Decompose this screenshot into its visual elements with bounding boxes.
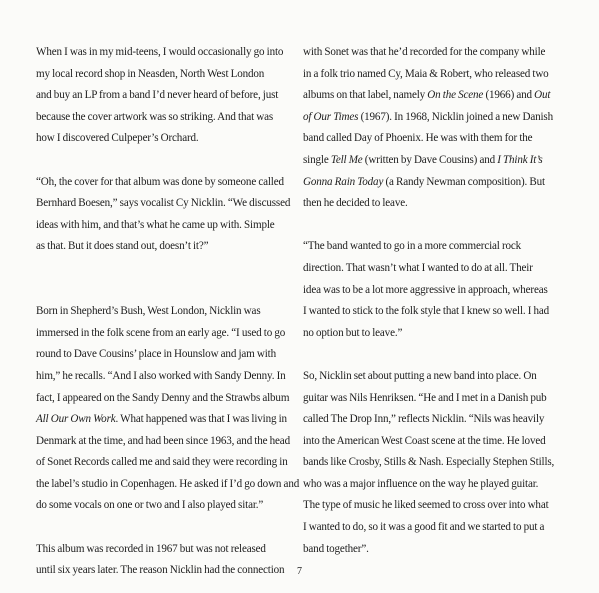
text-fragment: . What happened was that I was living in [115, 413, 287, 426]
text-line [303, 85, 553, 107]
album-title: All Our Own Work [36, 413, 116, 426]
paragraph-cover-quote [36, 172, 291, 258]
text-line: do some vocals on one or two and I also played sitar.” [36, 499, 264, 512]
paragraph-band-direction [303, 236, 553, 344]
text-line: the label’s studio in Copenhagen. He asked if I’d go down and [36, 477, 300, 490]
text-fragment: single [303, 153, 331, 166]
text-line: Born in Shepherd’s Bush, West London, Nicklin was [36, 305, 261, 318]
text-line: I wanted to do, so it was a good fit and we started to put a [303, 521, 545, 534]
text-line: “The band wanted to go in a more commercial rock [303, 240, 522, 253]
album-title: Out [534, 89, 551, 102]
page-number: 7 [297, 566, 302, 577]
left-column [36, 42, 300, 582]
text-line [303, 172, 553, 194]
text-line: ideas with him, and that’s what he came up with. Simple [36, 218, 275, 231]
text-line: Bernhard Boesen,” says vocalist Cy Nicklin. “We discussed [36, 197, 291, 210]
text-line: When I was in my mid-teens, I would occasionally go into [36, 46, 284, 58]
text-line: in a folk trio named Cy, Maia & Robert, who released two [303, 67, 549, 80]
text-line: of Sonet Records called me and said they were recording in [36, 456, 288, 469]
text-fragment: (a Randy Newman composition). But [383, 175, 545, 188]
song-title: Tell Me [330, 153, 363, 166]
text-line: into the American West Coast scene at the time. He loved [303, 434, 546, 447]
text-line: fact, I appeared on the Sandy Denny and the Strawbs album [36, 391, 290, 404]
text-line: guitar was Nils Henriksen. “He and I met in a Danish pub [303, 391, 547, 404]
text-line: band called Day of Phoenix. He was with them for the [303, 132, 533, 145]
text-line: my local record shop in Neasden, North West London [36, 67, 265, 80]
text-line: called The Drop Inn,” reflects Nicklin. “Nils was heavily [303, 413, 545, 426]
text-line: how I discovered Culpeper’s Orchard. [36, 132, 199, 145]
text-line: So, Nicklin set about putting a new band into place. On [303, 369, 537, 382]
text-line: The type of music he liked seemed to cross over into what [303, 499, 549, 512]
song-title: I Think It’s [497, 153, 543, 166]
text-line: I wanted to stick to the folk style that I knew so well. I had [303, 305, 550, 318]
text-line: bands like Crosby, Stills & Nash. Especially Stephen Stills, [303, 456, 555, 469]
text-line: because the cover artwork was so striking. And that was [36, 110, 274, 123]
text-line [36, 409, 286, 431]
song-title: Gonna Rain Today [303, 175, 384, 188]
album-title: On the Scene [427, 89, 484, 102]
text-line: him,” he recalls. “And I also worked with Sandy Denny. In [36, 369, 286, 382]
text-fragment: albums on that label, namely [303, 89, 428, 102]
text-fragment: (1966) and [483, 89, 535, 102]
text-fragment: (written by Dave Cousins) and [362, 153, 498, 166]
text-line: then he decided to leave. [303, 197, 408, 210]
text-line: This album was recorded in 1967 but was not released [36, 542, 266, 555]
paragraph-new-band [303, 366, 553, 560]
paragraph-sonet-connection [303, 42, 553, 215]
album-title: of Our Times [303, 110, 359, 123]
text-line: as that. But it does stand out, doesn’t it?” [36, 240, 209, 253]
text-line: Denmark at the time, and had been since 1963, and the head [36, 434, 290, 447]
text-line: with Sonet was that he’d recorded for the company while [303, 46, 546, 58]
text-line: who was a major influence on the way he played guitar. [303, 477, 539, 490]
text-line: “Oh, the cover for that album was done by someone called [36, 175, 284, 188]
right-column [303, 42, 553, 560]
text-line: direction. That wasn’t what I wanted to do at all. Their [303, 261, 533, 274]
text-line: no option but to leave.” [303, 326, 403, 339]
text-line: immersed in the folk scene from an early age. “I used to go [36, 326, 286, 339]
text-line [303, 150, 553, 172]
paragraph-intro [36, 42, 286, 150]
text-line: idea was to be a lot more aggressive in approach, whereas [303, 283, 548, 296]
text-line: until six years later. The reason Nicklin had the connection [36, 564, 285, 577]
text-line [303, 107, 553, 129]
text-line: band together”. [303, 542, 369, 555]
text-line: round to Dave Cousins’ place in Hounslow and jam with [36, 348, 276, 361]
text-line: and buy an LP from a band I’d never heard of before, just [36, 89, 279, 102]
text-fragment: (1967). In 1968, Nicklin joined a new Danish [358, 110, 553, 123]
paragraph-biography [36, 301, 300, 517]
